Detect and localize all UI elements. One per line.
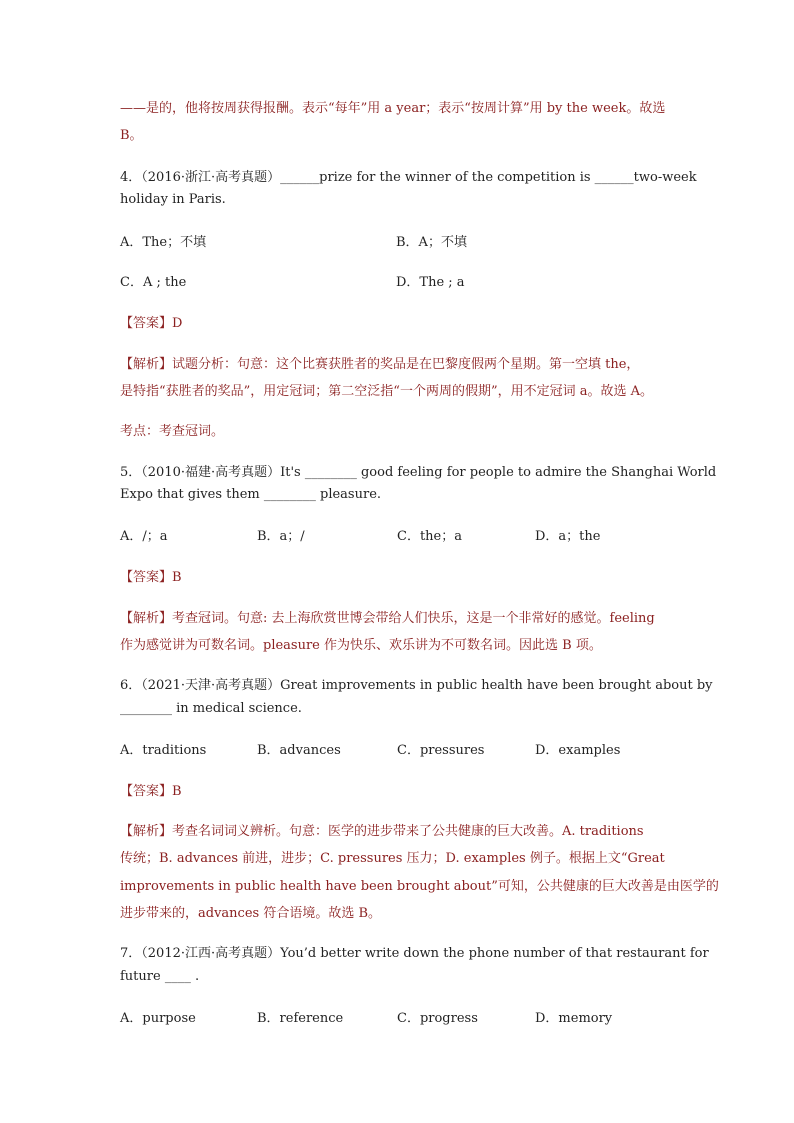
q6-option-c: C．pressures — [397, 743, 485, 758]
q7-stem-line-1: 7．（2012·江西·高考真题）You’d better write down the phone number of that restaurant for — [120, 946, 709, 961]
prev-explanation-line-2: B。 — [120, 128, 143, 143]
prev-explanation-line-1: ——是的，他将按周获得报酬。表示“每年”用 a year；表示“按周计算”用 by the week。故选 — [120, 101, 666, 116]
q6-stem-line-2: ________ in medical science. — [120, 701, 302, 716]
q6-option-d: D．examples — [535, 743, 621, 758]
q6-analysis-line-2: 传统；B. advances 前进，进步；C. pressures 压力；D. examples 例子。根据上文“Great — [120, 851, 665, 866]
q5-option-a: A．/；a — [120, 529, 168, 544]
q7-option-b: B．reference — [257, 1011, 344, 1026]
q5-stem-line-2: Expo that gives them ________ pleasure. — [120, 487, 382, 502]
q5-answer: 【答案】B — [120, 570, 182, 585]
q5-option-b: B．a；/ — [257, 529, 305, 544]
q6-analysis-line-3: improvements in public health have been brought about”可知，公共健康的巨大改善是由医学的 — [120, 879, 719, 894]
q4-kaodian: 考点：考查冠词。 — [120, 424, 225, 439]
q5-analysis-line-2: 作为感觉讲为可数名词。pleasure 作为快乐、欢乐讲为不可数名词。因此选 B 项。 — [120, 638, 602, 653]
q4-option-d: D．The ; a — [396, 275, 465, 290]
q5-analysis-line-1: 【解析】考查冠词。句意: 去上海欣赏世博会带给人们快乐，这是一个非常好的感觉。feeling — [120, 611, 655, 626]
q7-option-d: D．memory — [535, 1011, 613, 1026]
q5-stem-line-1: 5．（2010·福建·高考真题）It's ________ good feeling for people to admire the Shanghai World — [120, 465, 717, 480]
q6-analysis-line-4: 进步带来的，advances 符合语境。故选 B。 — [120, 906, 382, 921]
q7-option-a: A．purpose — [120, 1011, 196, 1026]
q4-answer: 【答案】D — [120, 316, 183, 331]
q4-stem-line-2: holiday in Paris. — [120, 192, 226, 207]
q4-stem-line-1: 4．（2016·浙江·高考真题）______prize for the winner of the competition is ______two-week — [120, 170, 697, 185]
q4-analysis-line-1: 【解析】试题分析：句意：这个比赛获胜者的奖品是在巴黎度假两个星期。第一空填 the， — [120, 357, 640, 372]
q6-answer: 【答案】B — [120, 784, 182, 799]
q6-analysis-line-1: 【解析】考查名词词义辨析。句意：医学的进步带来了公共健康的巨大改善。A. traditions — [120, 824, 644, 839]
q6-option-a: A．traditions — [120, 743, 207, 758]
q6-stem-line-1: 6．（2021·天津·高考真题）Great improvements in public health have been brought about by — [120, 678, 713, 693]
q7-option-c: C．progress — [397, 1011, 478, 1026]
q4-option-c: C．A ; the — [120, 275, 187, 290]
q4-option-a: A．The；不填 — [120, 235, 207, 250]
q5-option-c: C．the；a — [397, 529, 462, 544]
q7-stem-line-2: future ____ . — [120, 969, 200, 984]
q4-option-b: B．A；不填 — [396, 235, 467, 250]
q4-analysis-line-2: 是特指“获胜者的奖品”，用定冠词；第二空泛指“一个两周的假期”，用不定冠词 a。故选 A。 — [120, 384, 653, 399]
q6-option-b: B．advances — [257, 743, 341, 758]
q5-option-d: D．a；the — [535, 529, 601, 544]
